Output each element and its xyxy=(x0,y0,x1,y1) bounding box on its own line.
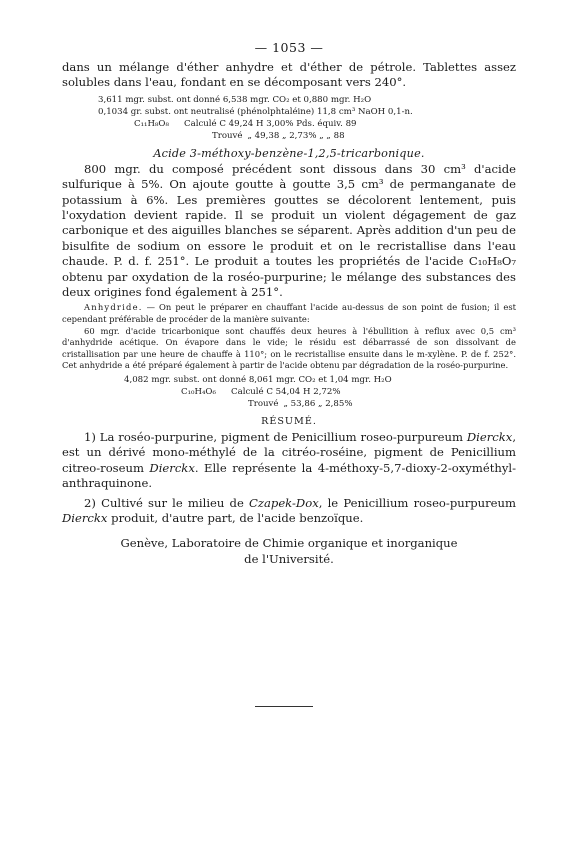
resume-p1-author-2: Dierckx xyxy=(149,460,195,475)
analysis2-line1: 4,082 mgr. subst. ont donné 8,061 mgr. CO₂ et 1,04 mgr. H₂O xyxy=(124,375,392,386)
signature-block xyxy=(62,536,516,567)
section-heading: Acide 3-méthoxy-benzène-1,2,5-tricarbonique. xyxy=(153,146,425,160)
anhydride-text1: — On peut le préparer en chauffant l'acide au-dessus de son point de fusion; il est cependant préférable de procéder de la manière suivante: xyxy=(62,302,516,325)
analysis2-found: „ 53,86 „ 2,85% xyxy=(283,399,353,410)
anhydride-procedure: 60 mgr. d'acide tricarbonique sont chauffés deux heures à l'ébullition à reflux avec 0,5 cm³ d'anhydride acétique. On évapore dans le vide; le résidu est débarrassé de son dissolvant de cristallisation par une heure de chauffe à 110°; on le recristallise ensuite dans le m-xylène. P. de f. 252°. Cet anhydride a été préparé également à partir de l'acide obtenu par dégradation de la roséo-purpurine. xyxy=(62,325,516,371)
analysis1-found: „ 49,38 „ 2,73% „ „ 88 xyxy=(247,130,345,141)
intro-paragraph: dans un mélange d'éther anhydre et d'éther de pétrole. Tablettes assez solubles dans l'eau, fondant en se décomposant vers 240°. xyxy=(62,60,516,90)
resume-p2-text-b: , le Penicillium roseo-purpureum xyxy=(318,495,517,510)
analysis1-found-row xyxy=(98,130,516,142)
resume-p1-author-1: Dierckx xyxy=(466,430,513,445)
signature-line-1: Genève, Laboratoire de Chimie organique et inorganique xyxy=(120,536,458,551)
analysis2-found-row xyxy=(124,398,516,410)
analysis2-calc: Calculé C 54,04 H 2,72% xyxy=(231,387,341,398)
resume-p2-text-a: 2) Cultivé sur le milieu de xyxy=(84,495,249,510)
analysis1-formula: C₁₁H₈O₈ xyxy=(134,118,169,129)
document-page xyxy=(62,40,516,567)
resume-p2-text-c: produit, d'autre part, de l'acide benzoïque. xyxy=(107,511,364,526)
analysis1-line1: 3,611 mgr. subst. ont donné 6,538 mgr. CO₂ et 0,880 mgr. H₂O xyxy=(98,94,372,105)
analysis2-found-label: Trouvé xyxy=(248,399,279,410)
anhydride-paragraph xyxy=(62,302,516,325)
analysis1-line2: 0,1034 gr. subst. ont neutralisé (phénolphtaléine) 11,8 cm³ NaOH 0,1-n. xyxy=(98,106,413,117)
resume-p2-author: Dierckx xyxy=(62,511,108,526)
analysis-block-2 xyxy=(62,374,516,410)
main-paragraph: 800 mgr. du composé précédent sont dissous dans 30 cm³ d'acide sulfurique à 5%. On ajoute goutte à goutte 3,5 cm³ de permanganate de potassium à 6%. Les premières gouttes se décolorent lentement, puis l'oxydation devient rapide. Il se produit un violent dégagement de gaz carbonique et des aiguilles blanches se séparent. Après addition d'un peu de bisulfite de sodium on essore le produit et on le recristallise dans l'eau chaude. P. d. f. 251°. Le produit a toutes les propriétés de l'acide C₁₀H₈O₇ obtenu par oxydation de la roséo-purpurine; le mélange des substances des deux origines fond également à 251°. xyxy=(62,161,516,300)
analysis1-calc: Calculé C 49,24 H 3,00% Pds. équiv. 89 xyxy=(184,118,357,129)
analysis2-formula: C₁₀H₄O₆ xyxy=(181,387,216,398)
resume-point-2 xyxy=(62,496,516,527)
resume-title: RÉSUMÉ. xyxy=(261,416,317,428)
resume-p1-text-c: . Elle représente la 4-méthoxy-5,7-dioxy-2-oxyméthyl-anthraquinone. xyxy=(62,460,516,491)
resume-p1-text-b: , est un dérivé mono-méthylé de la citréo-roséine, pigment de Penicillium citreo-roseum xyxy=(62,430,516,475)
page-number: — 1053 — xyxy=(254,40,324,55)
end-rule xyxy=(255,706,313,707)
resume-point-1 xyxy=(62,430,516,492)
anhydride-label: Anhydride. xyxy=(84,302,143,313)
analysis1-calc-row xyxy=(98,118,516,130)
resume-p1-text-a: 1) La roséo-purpurine, pigment de Penicillium roseo-purpureum xyxy=(84,430,467,445)
analysis1-found-label: Trouvé xyxy=(212,130,243,141)
signature-line-2: de l'Université. xyxy=(244,551,334,566)
resume-p2-medium: Czapek-Dox xyxy=(249,495,319,510)
analysis2-calc-row xyxy=(124,386,516,398)
analysis-block-1 xyxy=(62,94,516,142)
